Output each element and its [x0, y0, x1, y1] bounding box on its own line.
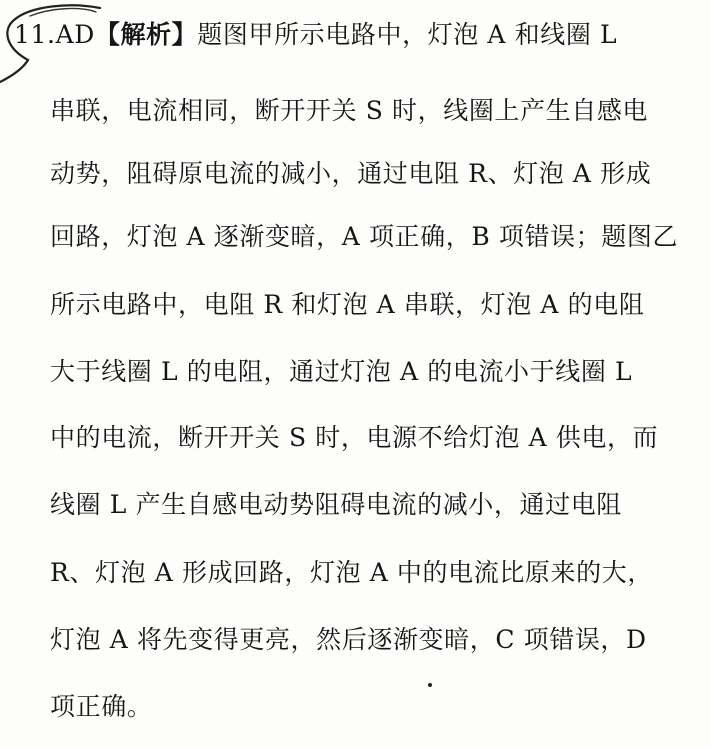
- line-10: 灯泡 A 将先变得更亮，然后逐渐变暗，C 项错误，D: [50, 625, 647, 654]
- line-11: 项正确。: [50, 692, 153, 721]
- answer-choice: AD: [55, 20, 95, 49]
- line-3: 动势，阻碍原电流的减小，通过电阻 R、灯泡 A 形成: [50, 159, 652, 188]
- line-8: 线圈 L 产生自感电动势阻碍电流的减小，通过电阻: [50, 490, 622, 519]
- line-6: 大于线圈 L 的电阻，通过灯泡 A 的电流小于线圈 L: [50, 357, 633, 386]
- line-text: 题图甲所示电路中，灯泡 A 和线圈 L: [197, 20, 618, 49]
- line-1: [14, 18, 617, 52]
- question-number: 11.: [14, 20, 56, 49]
- stray-dot: [428, 683, 432, 687]
- analysis-tag: 【解析】: [94, 20, 198, 49]
- line-9: R、灯泡 A 形成回路，灯泡 A 中的电流比原来的大，: [50, 558, 653, 587]
- line-5: 所示电路中，电阻 R 和灯泡 A 串联，灯泡 A 的电阻: [50, 290, 645, 319]
- line-2: 串联，电流相同，断开开关 S 时，线圈上产生自感电: [50, 96, 649, 125]
- line-4: 回路，灯泡 A 逐渐变暗，A 项正确，B 项错误；题图乙: [50, 222, 679, 251]
- line-7: 中的电流，断开开关 S 时，电源不给灯泡 A 供电，而: [50, 423, 659, 452]
